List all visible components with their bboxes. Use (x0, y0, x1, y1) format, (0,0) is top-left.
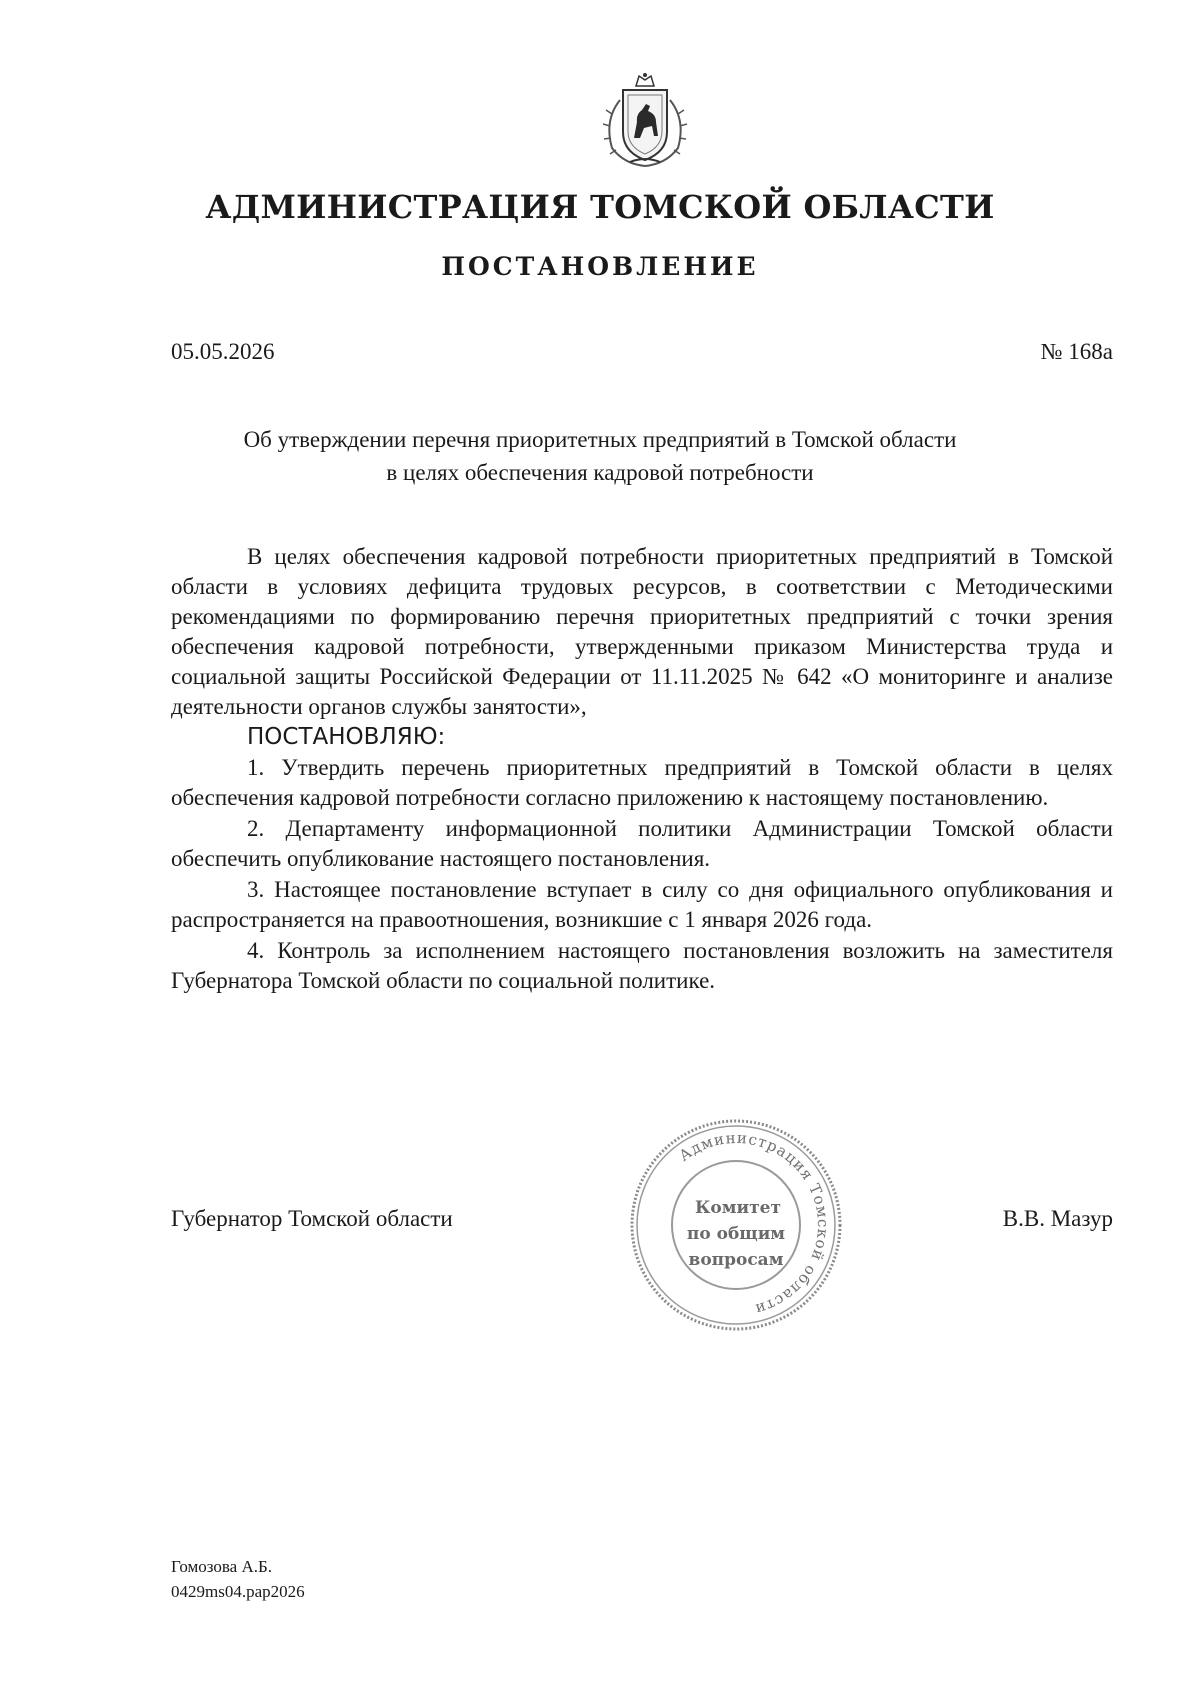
document-type: ПОСТАНОВЛЕНИЕ (441, 252, 759, 281)
stamp-center-line-3: вопросам (688, 1250, 784, 1270)
preamble-paragraph: В целях обеспечения кадровой потребности приоритетных предприятий в Томской области в условиях дефицита трудовых ресурсов, в соответствии с Методическими рекомендациями по формированию перечня приоритетных предприятий с точки зрения обеспечения кадровой потребности, утвержденными приказом Министерства труда и социальной защиты Российской Федерации от 11.11.2025 № 642 «О мониторинге и анализе деятельности органов службы занятости», (171, 544, 1113, 719)
organization-title: АДМИНИСТРАЦИЯ ТОМСКОЙ ОБЛАСТИ (205, 188, 995, 226)
footer (171, 1554, 305, 1604)
stamp-center-line-2: по общим (686, 1224, 786, 1244)
decree-word: ПОСТАНОВЛЯЮ: (247, 724, 446, 750)
document-subject (0, 423, 1200, 489)
official-stamp (626, 1115, 846, 1335)
decree-item-2: 2. Департаменту информационной политики Администрации Томской области обеспечить опубликование настоящего постановления. (171, 816, 1113, 871)
executor-name: Гомозова А.Б. (171, 1557, 273, 1576)
document-body (171, 542, 1113, 996)
decree-item-3: 3. Настоящее постановление вступает в силу со дня официального опубликования и распространяется на правоотношения, возникшие с 1 января 2026 года. (171, 877, 1113, 932)
decree-item-4: 4. Контроль за исполнением настоящего постановления возложить на заместителя Губернатора Томской области по социальной политике. (171, 938, 1113, 993)
file-code: 0429ms04.рар2026 (171, 1582, 305, 1601)
signatory-position: Губернатор Томской области (171, 1206, 453, 1231)
coat-of-arms-icon (590, 70, 700, 170)
document-number: № 168а (1040, 339, 1113, 364)
decree-item-1: 1. Утвердить перечень приоритетных предприятий в Томской области в целях обеспечения кадровой потребности согласно приложению к настоящему постановлению. (171, 755, 1113, 810)
document-date: 05.05.2026 (171, 339, 275, 364)
stamp-ring-text: Администрация Томской области (675, 1128, 833, 1319)
subject-line-2: в целях обеспечения кадровой потребности (386, 460, 814, 485)
signatory-name: В.В. Мазур (1002, 1206, 1113, 1231)
stamp-center-line-1: Комитет (694, 1198, 782, 1218)
subject-line-1: Об утверждении перечня приоритетных предприятий в Томской области (243, 427, 957, 452)
